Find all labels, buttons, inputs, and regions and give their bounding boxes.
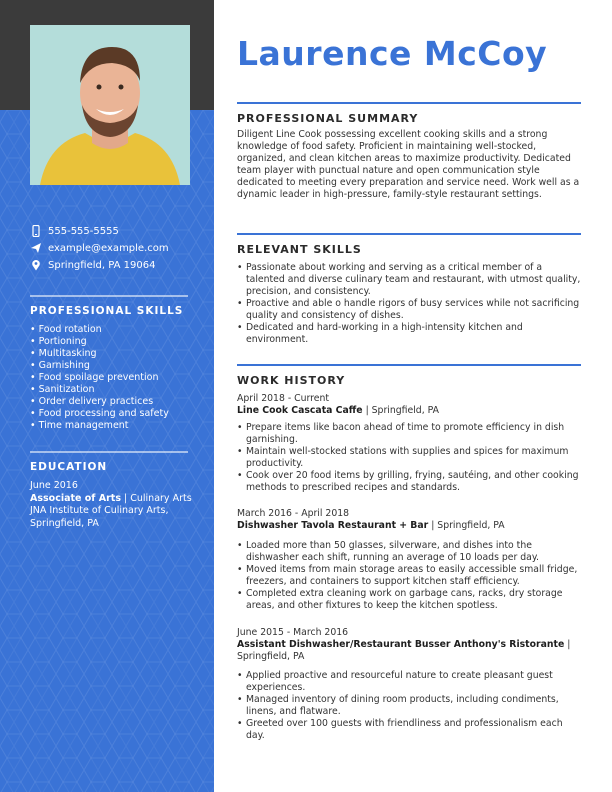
- divider: [30, 451, 188, 453]
- divider: [30, 295, 188, 297]
- job-title: Assistant Dishwasher/Restaurant Busser Anthony's Ristorante: [237, 639, 565, 650]
- job-location: | Springfield, PA: [237, 639, 571, 662]
- education-entry: [30, 480, 205, 530]
- relevant-skills-heading: RELEVANT SKILLS: [237, 243, 362, 256]
- email-text: example@example.com: [48, 242, 169, 254]
- job-bullets: [237, 670, 582, 742]
- list-item: • Completed extra cleaning work on garbage cans, racks, dry storage areas, and other fixtures to keep the kitchen spotless.: [237, 588, 582, 612]
- professional-skills-heading: PROFESSIONAL SKILLS: [30, 305, 184, 317]
- list-item: • Food rotation: [30, 324, 169, 336]
- contact-location: [30, 259, 155, 271]
- work-history-heading: WORK HISTORY: [237, 374, 346, 387]
- phone-text: 555-555-5555: [48, 225, 119, 237]
- job-title: Line Cook Cascata Caffe: [237, 405, 363, 416]
- education-location: Springfield, PA: [30, 517, 99, 529]
- job-entry: [237, 508, 582, 532]
- professional-skills-list: [30, 324, 169, 432]
- location-text: Springfield, PA 19064: [48, 259, 156, 271]
- profile-photo: [30, 25, 190, 185]
- list-item: • Food processing and safety: [30, 408, 169, 420]
- education-separator: |: [124, 492, 128, 504]
- location-pin-icon: [30, 259, 42, 271]
- divider: [237, 102, 581, 104]
- job-title: Dishwasher Tavola Restaurant + Bar: [237, 520, 429, 531]
- list-item: • Time management: [30, 420, 169, 432]
- list-item: • Order delivery practices: [30, 396, 169, 408]
- job-location: | Springfield, PA: [431, 520, 505, 531]
- education-heading: EDUCATION: [30, 461, 108, 473]
- candidate-name: Laurence McCoy: [237, 34, 548, 73]
- education-field: Culinary Arts: [130, 492, 192, 504]
- list-item: • Food spoilage prevention: [30, 372, 169, 384]
- summary-heading: PROFESSIONAL SUMMARY: [237, 112, 419, 125]
- list-item: • Passionate about working and serving as a critical member of a talented and diverse culinary team and restaurant, with utmost quality, precision, and consistency.: [237, 262, 582, 298]
- job-entry: [237, 393, 582, 417]
- list-item: • Managed inventory of dining room products, including condiments, linens, and flatware.: [237, 694, 582, 718]
- education-degree-line: [30, 493, 205, 506]
- job-dates: April 2018 - Current: [237, 393, 330, 404]
- list-item: • Greeted over 100 guests with friendliness and professionalism each day.: [237, 718, 582, 742]
- list-item: • Moved items from main storage areas to easily accessible small fridge, freezers, and containers to support kitchen staff efficiency.: [237, 564, 582, 588]
- relevant-skills-list: [237, 262, 582, 346]
- job-bullets: [237, 422, 582, 494]
- send-icon: [30, 242, 42, 254]
- job-bullets: [237, 540, 582, 612]
- summary-text: Diligent Line Cook possessing excellent cooking skills and a strong knowledge of food safety. Proficient in maintaining well-stocked, organized, and clean kitchen areas to maximize productivity. Dedicated team player with punctual nature and open communication style dedicated to meeting every preparation and service need. Work well as a dynamic leader in high-pressure, family-style restaurant settings.: [237, 129, 580, 200]
- list-item: • Maintain well-stocked stations with supplies and spices for maximum productivity.: [237, 446, 582, 470]
- list-item: • Dedicated and hard-working in a high-intensity kitchen and environment.: [237, 322, 582, 346]
- list-item: • Multitasking: [30, 348, 169, 360]
- phone-icon: [30, 225, 42, 237]
- list-item: • Proactive and able o handle rigors of busy services while not sacrificing quality and consistency of dishes.: [237, 298, 582, 322]
- education-school: JNA Institute of Culinary Arts,: [30, 505, 169, 516]
- list-item: • Prepare items like bacon ahead of time to promote efficiency in dish garnishing.: [237, 422, 582, 446]
- list-item: • Cook over 20 food items by grilling, frying, sautéing, and other cooking methods to prescribed recipes and standards.: [237, 470, 582, 494]
- divider: [237, 364, 581, 366]
- job-entry: [237, 627, 582, 663]
- list-item: • Portioning: [30, 336, 169, 348]
- list-item: • Loaded more than 50 glasses, silverware, and dishes into the dishwasher each shift, running an average of 10 loads per day.: [237, 540, 582, 564]
- job-dates: March 2016 - April 2018: [237, 508, 350, 519]
- list-item: • Sanitization: [30, 384, 169, 396]
- contact-phone: [30, 225, 119, 237]
- list-item: • Garnishing: [30, 360, 169, 372]
- contact-email: [30, 242, 169, 254]
- education-date: June 2016: [30, 480, 78, 491]
- job-location: | Springfield, PA: [365, 405, 439, 416]
- list-item: • Applied proactive and resourceful nature to create pleasant guest experiences.: [237, 670, 582, 694]
- job-dates: June 2015 - March 2016: [237, 627, 349, 638]
- education-degree: Associate of Arts: [30, 492, 121, 504]
- divider: [237, 233, 581, 235]
